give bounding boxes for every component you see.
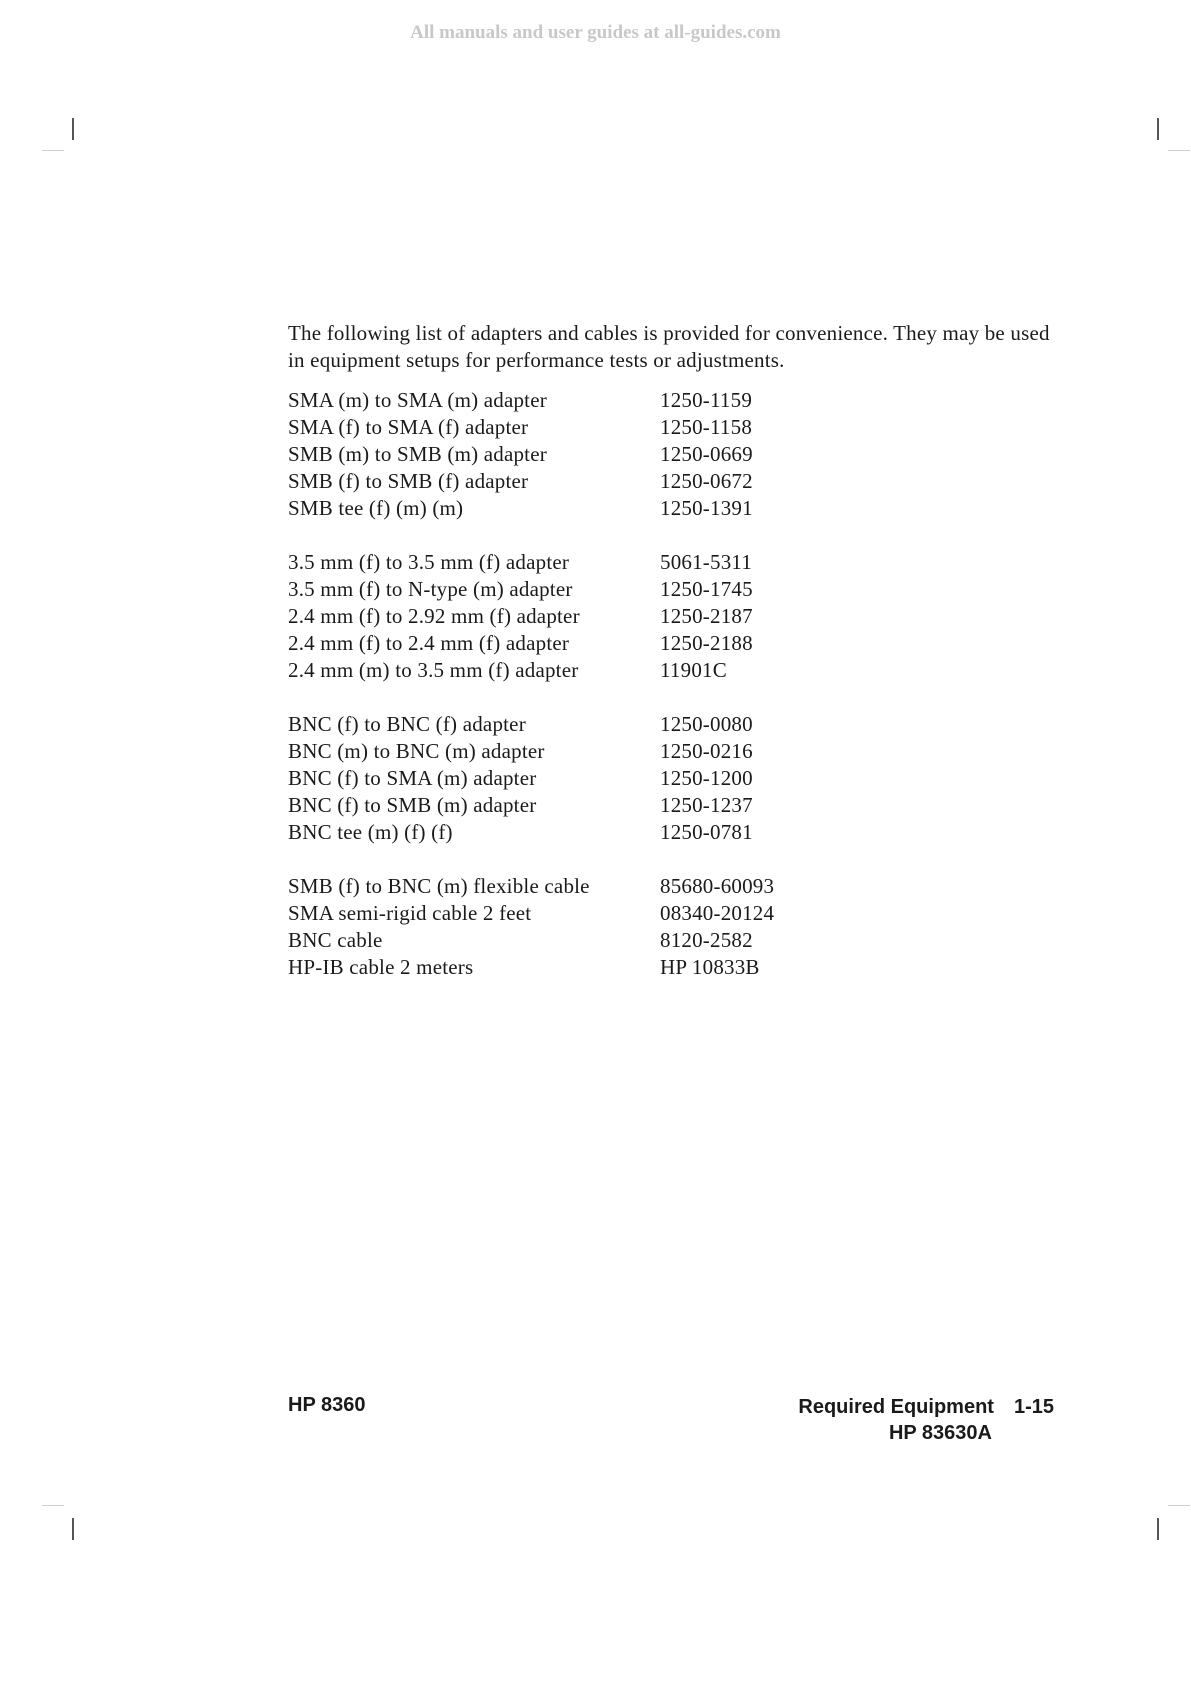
crop-mark-top-left-h — [42, 150, 64, 151]
item-description: SMA semi-rigid cable 2 feet — [288, 901, 532, 925]
crop-mark-bottom-right — [1157, 1518, 1159, 1540]
list-item — [288, 900, 888, 927]
list-item — [288, 549, 888, 576]
list-item — [288, 495, 888, 522]
list-item — [288, 468, 888, 495]
list-item — [288, 738, 888, 765]
intro-paragraph: The following list of adapters and cables is provided for convenience. They may be used in equipment setups for performance tests or adjustments. — [288, 321, 1050, 372]
item-description: SMB (f) to BNC (m) flexible cable — [288, 874, 590, 898]
footer-section-line — [798, 1394, 1054, 1420]
page-number: 1-15 — [1013, 1396, 1054, 1418]
list-item — [288, 387, 888, 414]
item-part-number: 1250-0216 — [660, 739, 753, 763]
item-description: BNC (m) to BNC (m) adapter — [288, 739, 545, 763]
item-description: 3.5 mm (f) to N-type (m) adapter — [288, 577, 573, 601]
item-description: SMA (f) to SMA (f) adapter — [288, 415, 529, 439]
group-cables — [288, 873, 888, 981]
list-item — [288, 765, 888, 792]
list-item — [288, 657, 888, 684]
item-description: BNC cable — [288, 928, 383, 952]
group-mm-adapters — [288, 549, 888, 684]
item-part-number: 1250-0781 — [660, 820, 753, 844]
list-item — [288, 414, 888, 441]
item-description: HP-IB cable 2 meters — [288, 955, 474, 979]
item-part-number: 1250-1159 — [660, 388, 753, 412]
item-description: 2.4 mm (m) to 3.5 mm (f) adapter — [288, 658, 579, 682]
group-bnc-adapters — [288, 711, 888, 846]
parts-list — [288, 387, 888, 1008]
list-item — [288, 819, 888, 846]
footer-product: HP 8360 — [288, 1394, 366, 1416]
item-description: 2.4 mm (f) to 2.92 mm (f) adapter — [288, 604, 580, 628]
list-item — [288, 441, 888, 468]
item-description: 3.5 mm (f) to 3.5 mm (f) adapter — [288, 550, 570, 574]
item-part-number: 8120-2582 — [660, 928, 753, 952]
item-description: BNC (f) to BNC (f) adapter — [288, 712, 526, 736]
crop-mark-top-left — [72, 118, 74, 140]
item-part-number: 1250-1158 — [660, 415, 753, 439]
item-description: 2.4 mm (f) to 2.4 mm (f) adapter — [288, 631, 570, 655]
item-description: BNC (f) to SMB (m) adapter — [288, 793, 537, 817]
list-item — [288, 711, 888, 738]
item-part-number: 1250-1200 — [660, 766, 753, 790]
item-part-number: 08340-20124 — [660, 901, 775, 925]
list-item — [288, 792, 888, 819]
item-description: BNC tee (m) (f) (f) — [288, 820, 453, 844]
footer-model: HP 83630A — [888, 1422, 992, 1444]
item-part-number: 1250-1745 — [660, 577, 753, 601]
item-part-number: 1250-0672 — [660, 469, 753, 493]
crop-mark-bottom-left — [72, 1518, 74, 1540]
item-part-number: 1250-2188 — [660, 631, 753, 655]
list-item — [288, 954, 888, 981]
item-part-number: 1250-1391 — [660, 496, 753, 520]
item-part-number: 85680-60093 — [660, 874, 775, 898]
list-item — [288, 576, 888, 603]
item-part-number: 5061-5311 — [660, 550, 753, 574]
item-part-number: 1250-0669 — [660, 442, 753, 466]
item-part-number: HP 10833B — [660, 955, 760, 979]
footer-right — [798, 1394, 1054, 1446]
list-item — [288, 603, 888, 630]
watermark-text: All manuals and user guides at all-guides.com — [410, 22, 781, 43]
item-description: SMB tee (f) (m) (m) — [288, 496, 464, 520]
crop-mark-top-right — [1157, 118, 1159, 140]
item-part-number: 1250-1237 — [660, 793, 753, 817]
list-item — [288, 630, 888, 657]
list-item — [288, 927, 888, 954]
item-description: SMB (m) to SMB (m) adapter — [288, 442, 547, 466]
item-description: BNC (f) to SMA (m) adapter — [288, 766, 537, 790]
crop-mark-bottom-left-h — [42, 1505, 64, 1506]
list-item — [288, 873, 888, 900]
item-part-number: 1250-0080 — [660, 712, 753, 736]
item-part-number: 1250-2187 — [660, 604, 753, 628]
group-sma-smb-adapters — [288, 387, 888, 522]
item-description: SMA (m) to SMA (m) adapter — [288, 388, 547, 412]
item-description: SMB (f) to SMB (f) adapter — [288, 469, 529, 493]
crop-mark-bottom-right-h — [1168, 1505, 1190, 1506]
footer-section-title: Required Equipment — [798, 1396, 994, 1418]
crop-mark-top-right-h — [1168, 150, 1190, 151]
item-part-number: 11901C — [660, 658, 727, 682]
